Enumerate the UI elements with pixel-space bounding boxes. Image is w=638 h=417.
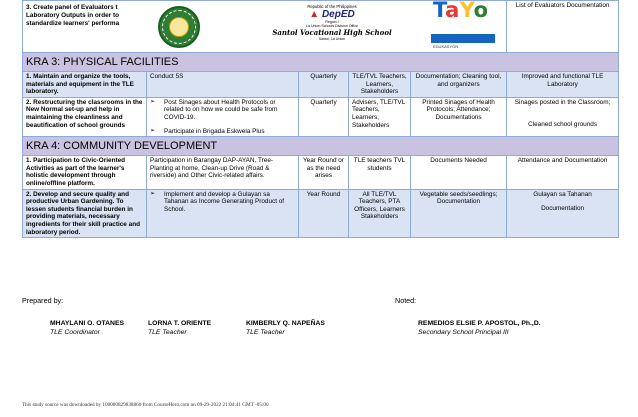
tayo-logo: TaYo EDUKASYON: [425, 7, 503, 49]
kra4-title-row: [23, 137, 619, 156]
kra4-title: KRA 4: COMMUNITY DEVELOPMENT: [23, 137, 619, 156]
signatory-2: LORNA T. ORIENTE TLE Teacher: [148, 320, 212, 336]
prepared-by-label: Prepared by:: [22, 296, 64, 305]
activity-list: [150, 99, 295, 135]
list-item: ➢ Participate in Brigada Eskwela Plus: [150, 128, 295, 136]
table-row: 2. Restructuring the classrooms in the New Normal set-up and help in maintaining the cleanliness and beautification of school grounds ➢ Post Sinages about Health Protocols or related to on how we could be safe from COVID-19. ➢ Participate in Brigada Eskwela Plus Quarterly Advisers, TLE/TVL Teachers, Learners, Stakeholders Printed Sinages of Health Protocols; Attendance; Documentations Sinages posted in the Classroom; Cleaned school grounds: [23, 97, 619, 136]
header-mov-cell: List of Evaluators Documentation: [507, 1, 619, 53]
school-name: Santol Vocational High School: [272, 27, 392, 37]
kra3-title: KRA 3: PHYSICAL FACILITIES: [23, 53, 619, 72]
list-item: ➢ Implement and develop a Gulayan sa Tahanan as Income Generating Product of School.: [150, 191, 295, 214]
kra-item-3-text: 3. Create panel of Evaluators t Laboratory Outputs in order to standardize learners' performa: [26, 4, 120, 27]
deped-letterhead: Republic of the Philippines ▲ DepED Region I La Union Schools Division Office Santol Vocational High School Santol, La Union: [249, 4, 415, 41]
list-item: ➢ Post Sinages about Health Protocols or related to on how we could be safe from COVID-19.: [150, 99, 295, 122]
header-row: [23, 1, 619, 53]
signatory-4: REMEDIOS ELSIE P. APOSTOL, Ph.,D. Secondary School Principal III: [418, 320, 541, 336]
table-row: 1. Maintain and organize the tools, materials and equipment in the TLE laboratory. Conduct 5S Quarterly TLE/TVL Teachers, Learners, Stakeholders Documentation; Cleaning tool, and organizers Improved and functional TLE Laboratory: [23, 72, 619, 98]
signatory-3: KIMBERLY Q. NAPEÑAS TLE Teacher: [246, 320, 325, 336]
kra3-title-row: [23, 53, 619, 72]
table-row: 1. Participation to Civic-Oriented Activities as part of the learner's holistic development through online/offline platform. Participation in Barangay DAP-AYAN, Tree-Planting at home, Clean-up Drive (Road & riverside) and Other Civic-related affairs. Year Round or as the need arises TLE teachers TVL students Documents Needed Attendance and Documentation: [23, 156, 619, 189]
activity-list: [150, 191, 295, 214]
school-seal-logo: [158, 6, 200, 48]
deped-logo: ▲ DepED: [309, 9, 355, 20]
signatory-1: MHAYLANI O. OTANES TLE Coordinator: [50, 320, 125, 336]
download-footer: This study source was downloaded by 100000829838860 from CourseHero.com on 09-29-2022 21:04:41 GMT -05:00: [22, 402, 269, 408]
header-cell: [23, 1, 507, 53]
noted-label: Noted:: [395, 296, 417, 305]
table-row: 2. Develop and secure quality and productive Urban Gardening. To lessen students financial burden in providing materials, necessary ingredients for their skill practice and laboratory period. ➢ Implement and develop a Gulayan sa Tahanan as Income Generating Product of School. Year Round All TLE/TVL Teachers, PTA Officers, Learners Stakeholders Vegetable seeds/seedlings; Documentation Gulayan sa Tahanan Documentation: [23, 189, 619, 238]
plan-table: [22, 0, 619, 238]
